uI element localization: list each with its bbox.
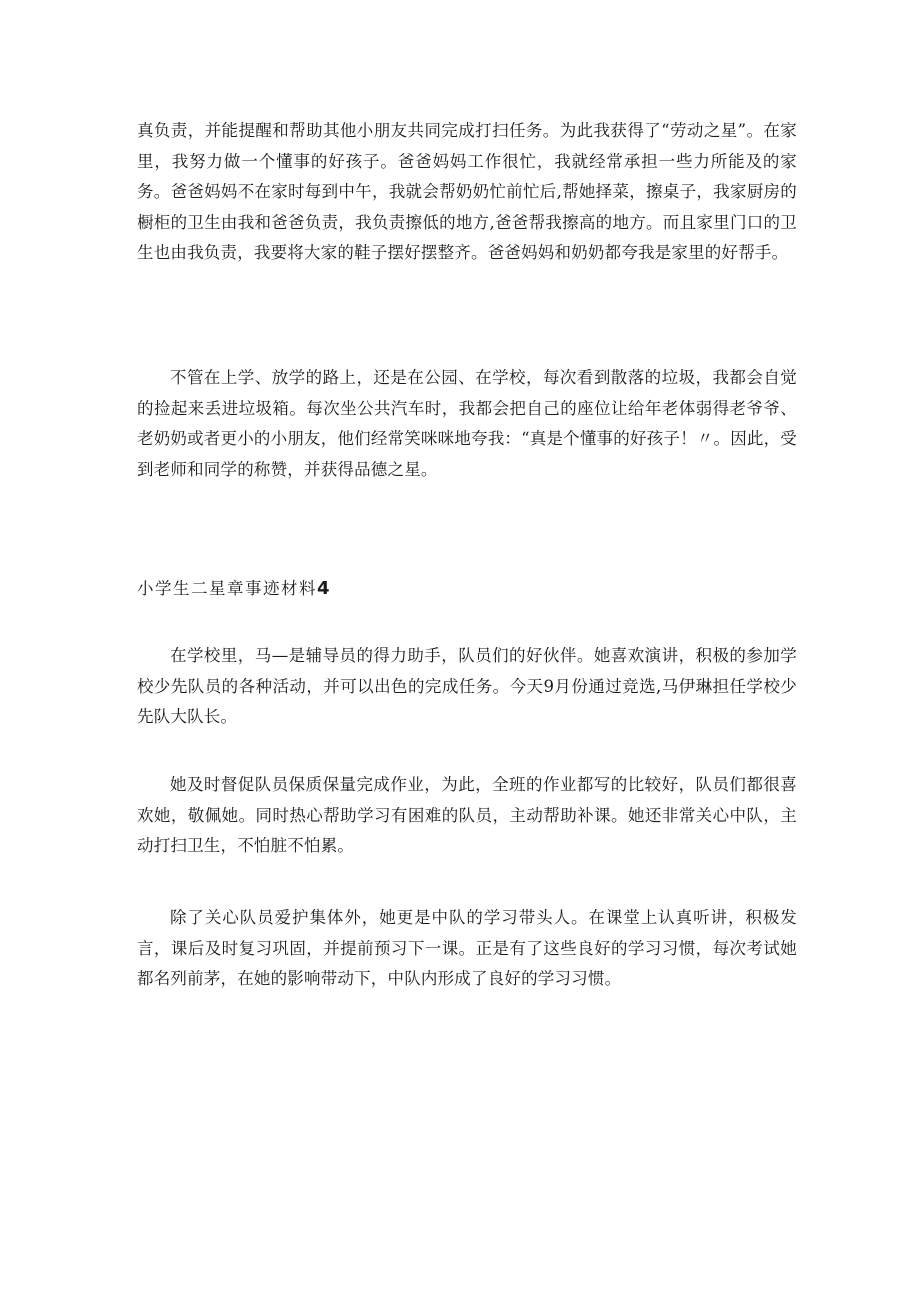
paragraph-morality: 不管在上学、放学的路上，还是在公园、在学校，每次看到散落的垃圾，我都会自觉的捡起来丢进垃圾箱。每次坐公共汽车时，我都会把自己的座位让给年老体弱得老爷爷、老奶奶或者更小的小朋友，他们经常笑咪咪地夸我：“真是个懂事的好孩子！〃。因此，受到老师和同学的称赞，并获得品德之星。 [137,368,797,479]
section-heading-number: 4 [317,578,332,599]
paragraph-assistant: 在学校里，马—是辅导员的得力助手，队员们的好伙伴。她喜欢演讲，积极的参加学校少先队员的各种活动，并可以出色的完成任务。今天9月份通过竞选,马伊琳担任学校少先队大队长。 [137,646,797,726]
section-heading-text: 小学生二星章事迹材料 [137,579,317,598]
paragraph-supervision: 她及时督促队员保质保量完成作业，为此，全班的作业都写的比较好，队员们都很喜欢她，敬佩她。同时热心帮助学习有困难的队员，主动帮助补课。她还非常关心中队，主动打扫卫生，不怕脏不怕累。 [137,775,797,855]
paragraph-study-leader: 除了关心队员爱护集体外，她更是中队的学习带头人。在课堂上认真听讲，积极发言，课后及时复习巩固，并提前预习下一课。正是有了这些良好的学习习惯，每次考试她都名列前茅，在她的影响带动下，中队内形成了良好的学习习惯。 [137,908,797,988]
section-heading [137,574,331,604]
paragraph-household-chores: 真负责，并能提醒和帮助其他小朋友共同完成打扫任务。为此我获得了“劳动之星”。在家里，我努力做一个懂事的好孩子。爸爸妈妈工作很忙，我就经常承担一些力所能及的家务。爸爸妈妈不在家时每到中午，我就会帮奶奶忙前忙后,帮她择菜，擦桌子，我家厨房的橱柜的卫生由我和爸爸负责，我负责擦低的地方,爸爸帮我擦高的地方。而且家里门口的卫生也由我负责，我要将大家的鞋子摆好摆整齐。爸爸妈妈和奶奶都夸我是家里的好帮手。 [137,121,797,262]
